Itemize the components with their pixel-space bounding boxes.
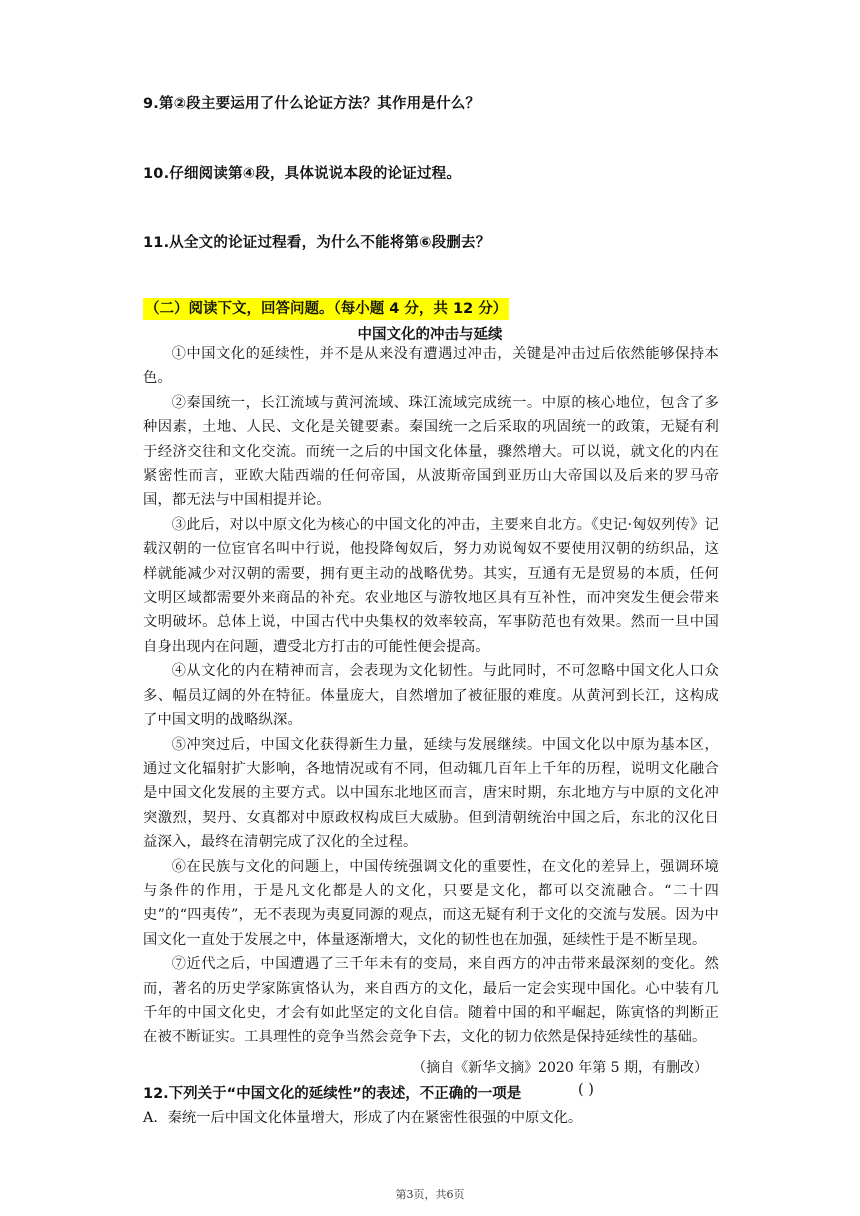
paragraph-3: ③此后，对以中原文化为核心的中国文化的冲击，主要来自北方。《史记·匈奴列传》记载汉朝的一位宦官名叫中行说，他投降匈奴后，努力劝说匈奴不要使用汉朝的纺织品，这样就能减少对汉朝的需要，拥有更主动的战略优势。其实，互通有无是贸易的本质，任何文明区域都需要外来商品的补充。农业地区与游牧地区具有互补性，而冲突发生便会带来文明破坏。总体上说，中国古代中央集权的效率较高，军事防范也有效果。然而一旦中国自身出现内在问题，遭受北方打击的可能性便会提高。 <box>143 516 719 655</box>
paragraph-6: ⑥在民族与文化的问题上，中国传统强调文化的重要性，在文化的差异上，强调环境与条件的作用，于是凡文化都是人的文化，只要是文化，都可以交流融合。“二十四史”的“四夷传”，无不表现为夷夏同源的观点，而这无疑有利于文化的交流与发展。因为中国文化一直处于发展之中，体量逐渐增大，文化的韧性也在加强，延续性于是不断呈现。 <box>143 858 719 948</box>
question-11: 11.从全文的论证过程看，为什么不能将第⑥段删去？ <box>143 235 491 251</box>
source-citation: （摘自《新华文摘》2020 年第 5 期，有删改） <box>412 1060 708 1076</box>
page-footer: 第3页，共6页 <box>395 1188 465 1201</box>
question-9: 9.第②段主要运用了什么论证方法？其作用是什么？ <box>143 96 481 112</box>
question-10: 10.仔细阅读第④段，具体说说本段的论证过程。 <box>143 166 462 182</box>
section-heading: （二）阅读下文，回答问题。（每小题 4 分，共 12 分） <box>143 298 509 320</box>
paragraph-7: ⑦近代之后，中国遭遇了三千年未有的变局，来自西方的冲击带来最深刻的变化。然而，著名的历史学家陈寅恪认为，来自西方的文化，最后一定会实现中国化。心中装有几千年的中国文化史，才会有如此坚定的文化自信。随着中国的和平崛起，陈寅恪的判断正在被不断证实。工具理性的竞争当然会竞争下去，文化的韧力依然是保持延续性的基础。 <box>143 956 719 1046</box>
option-a: A．秦统一后中国文化体量增大，形成了内在紧密性很强的中原文化。 <box>143 1110 583 1126</box>
paragraph-2: ②秦国统一，长江流域与黄河流域、珠江流域完成统一。中原的核心地位，包含了多种因素，土地、人民、文化是关键要素。秦国统一之后采取的巩固统一的政策，无疑有利于经济交往和文化交流。而统一之后的中国文化体量，骤然增大。可以说，就文化的内在紧密性而言，亚欧大陆西端的任何帝国，从波斯帝国到亚历山大帝国以及后来的罗马帝国，都无法与中国相提并论。 <box>143 394 719 509</box>
paragraph-1: ①中国文化的延续性，并不是从来没有遭遇过冲击，关键是冲击过后依然能够保持本色。 <box>143 346 719 387</box>
paragraph-4: ④从文化的内在精神而言，会表现为文化韧性。与此同时，不可忽略中国文化人口众多、幅员辽阔的外在特征。体量庞大，自然增加了被征服的难度。从黄河到长江，这构成了中国文明的战略纵深。 <box>143 663 719 729</box>
passage <box>143 342 719 1050</box>
answer-blank: ( ) <box>578 1082 594 1098</box>
question-12-stem: 12.下列关于“中国文化的延续性”的表述，不正确的一项是 <box>143 1086 522 1102</box>
paragraph-5: ⑤冲突过后，中国文化获得新生力量，延续与发展继续。中国文化以中原为基本区，通过文化辐射扩大影响，各地情况或有不同，但动辄几百年上千年的历程，说明文化融合是中国文化发展的主要方式。以中国东北地区而言，唐宋时期，东北地方与中原的文化冲突激烈，契丹、女真都对中原政权构成巨大威胁。但到清朝统治中国之后，东北的汉化日益深入，最终在清朝完成了汉化的全过程。 <box>143 736 719 851</box>
passage-title: 中国文化的冲击与延续 <box>357 327 503 343</box>
